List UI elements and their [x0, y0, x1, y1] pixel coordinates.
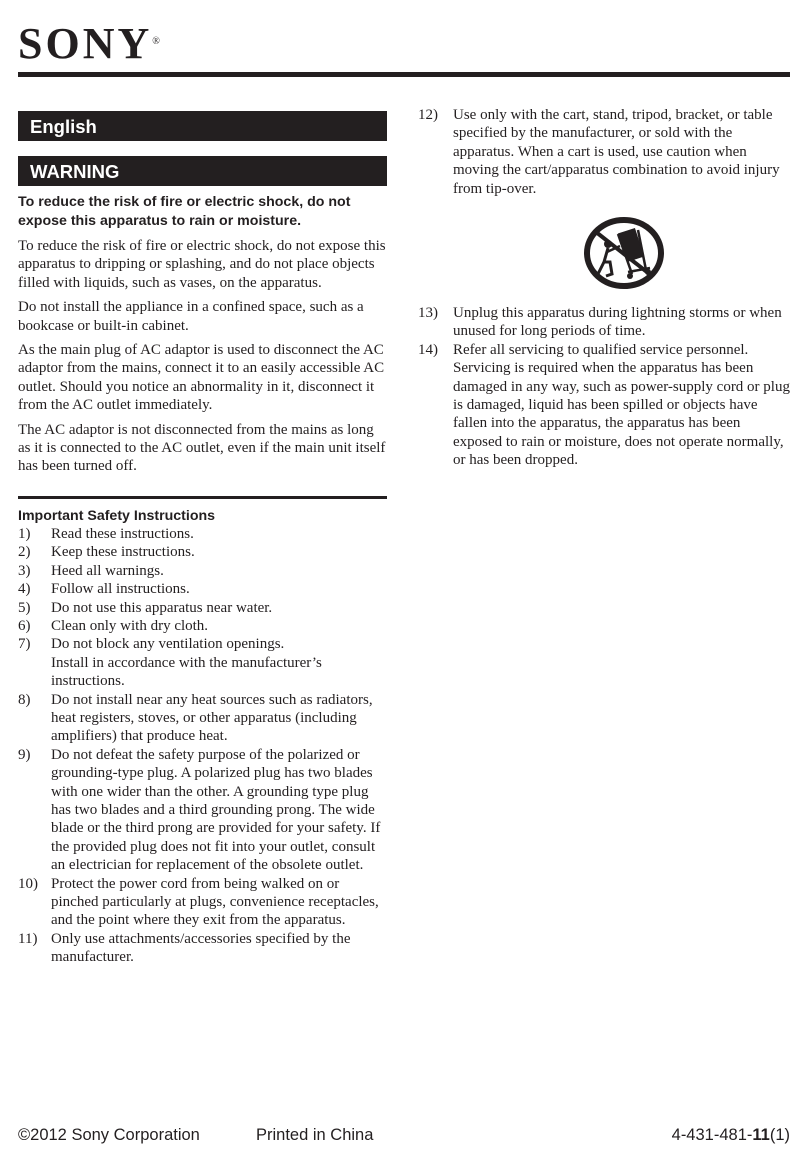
safety-list-continued-2 [418, 304, 790, 470]
item-number: 3) [18, 562, 31, 579]
warning-paragraph-3: As the main plug of AC adaptor is used to disconnect the AC adaptor from the mains, connect it to an easily accessible AC outlet. Should you notice an abnormality in it, disconnect it from the AC outlet immediately. [18, 342, 385, 414]
item-number: 9) [18, 746, 31, 763]
item-main-text: Do not block any ventilation openings. [51, 636, 285, 653]
code-prefix: 4-431-481- [671, 1126, 753, 1144]
list-item [18, 635, 387, 690]
safety-list-continued [418, 106, 790, 198]
item-number: 8) [18, 691, 31, 708]
list-item [18, 617, 387, 635]
item-text: Unplug this apparatus during lightning storms or when unused for long periods of time. [453, 305, 782, 340]
warning-paragraph-2: Do not install the appliance in a confined space, such as a bookcase or built-in cabinet. [18, 299, 364, 334]
item-text: Do not use this apparatus near water. [51, 599, 273, 616]
item-text: Do not install near any heat sources such as radiators, heat registers, stoves, or other apparatus (including amplifiers) that produce heat. [51, 691, 373, 745]
item-text: Follow all instructions. [51, 581, 190, 598]
list-item [18, 580, 387, 598]
list-item [18, 691, 387, 746]
footer [18, 1125, 790, 1145]
item-text: Heed all warnings. [51, 562, 164, 579]
list-item [18, 562, 387, 580]
safety-instructions-title: Important Safety Instructions [18, 507, 216, 524]
item-number: 14) [418, 341, 438, 358]
item-text: Only use attachments/accessories specified by the manufacturer. [51, 930, 351, 966]
section-rule [18, 496, 387, 499]
item-sub-text: Install in accordance with the manufacturer’s instructions. [51, 654, 322, 690]
list-item [418, 304, 790, 341]
item-text: Read these instructions. [51, 525, 194, 542]
code-version: 11 [752, 1126, 770, 1144]
list-item [18, 599, 387, 617]
code-suffix: (1) [769, 1126, 790, 1144]
header-rule [18, 72, 790, 77]
item-text: Refer all servicing to qualified service personnel. Servicing is required when the apparatus has been damaged in any way, such as power-supply cord or plug is damaged, liquid has been spilled or objects have fallen into the apparatus, the apparatus has been exposed to rain or moisture, does not operate normally, or has been dropped. [453, 341, 790, 469]
item-text: Protect the power cord from being walked on or pinched particularly at plugs, convenience receptacles, and the point where they exit from the apparatus. [51, 875, 379, 929]
item-number: 10) [18, 875, 38, 892]
item-number: 6) [18, 617, 31, 634]
list-item [18, 746, 387, 875]
document-code [672, 1125, 790, 1145]
item-number: 7) [18, 636, 31, 653]
item-text: Clean only with dry cloth. [51, 617, 209, 634]
cart-tipover-icon [582, 216, 666, 292]
item-number: 13) [418, 305, 438, 322]
item-text [51, 635, 387, 690]
copyright-text: ©2012 Sony Corporation [18, 1126, 200, 1144]
list-item [18, 875, 387, 930]
warning-paragraph-1: To reduce the risk of fire or electric shock, do not expose this apparatus to dripping or splashing, and do not place objects filled with liquids, such as vases, on the apparatus. [18, 238, 386, 291]
item-text: Keep these instructions. [51, 544, 195, 561]
sony-logo: SONY® [18, 19, 160, 68]
item-number: 2) [18, 544, 31, 561]
item-number: 4) [18, 581, 31, 598]
cart-warning-figure [458, 216, 790, 292]
list-item [18, 543, 387, 561]
safety-list [18, 525, 387, 967]
item-number: 12) [418, 107, 438, 123]
right-column [418, 106, 790, 470]
warning-heading: WARNING [18, 156, 387, 186]
list-item [418, 341, 790, 470]
language-heading: English [18, 111, 387, 141]
list-item [18, 525, 387, 543]
list-item [418, 106, 790, 198]
item-text: Do not defeat the safety purpose of the polarized or grounding-type plug. A polarized plug has two blades with one wider than the other. A grounding type plug has two blades and a third grounding prong. The wide blade or the third prong are provided for your safety. If the provided plug does not fit into your outlet, consult an electrician for replacement of the obsolete outlet. [51, 746, 381, 874]
item-text: Use only with the cart, stand, tripod, bracket, or table specified by the manufacturer, or sold with the apparatus. When a cart is used, use caution when moving the cart/apparatus combination to avoid injury from tip-over. [453, 107, 780, 197]
item-number: 11) [18, 930, 38, 947]
list-item [18, 930, 387, 967]
registered-mark: ® [152, 36, 160, 47]
printed-in-text: Printed in China [256, 1126, 374, 1144]
warning-lead: To reduce the risk of fire or electric shock, do not expose this apparatus to rain or moisture. [18, 194, 351, 229]
left-column [18, 111, 387, 967]
item-number: 1) [18, 525, 31, 542]
warning-paragraph-4: The AC adaptor is not disconnected from the mains as long as it is connected to the AC outlet, even if the main unit itself has been turned off. [18, 421, 386, 475]
item-number: 5) [18, 599, 31, 616]
